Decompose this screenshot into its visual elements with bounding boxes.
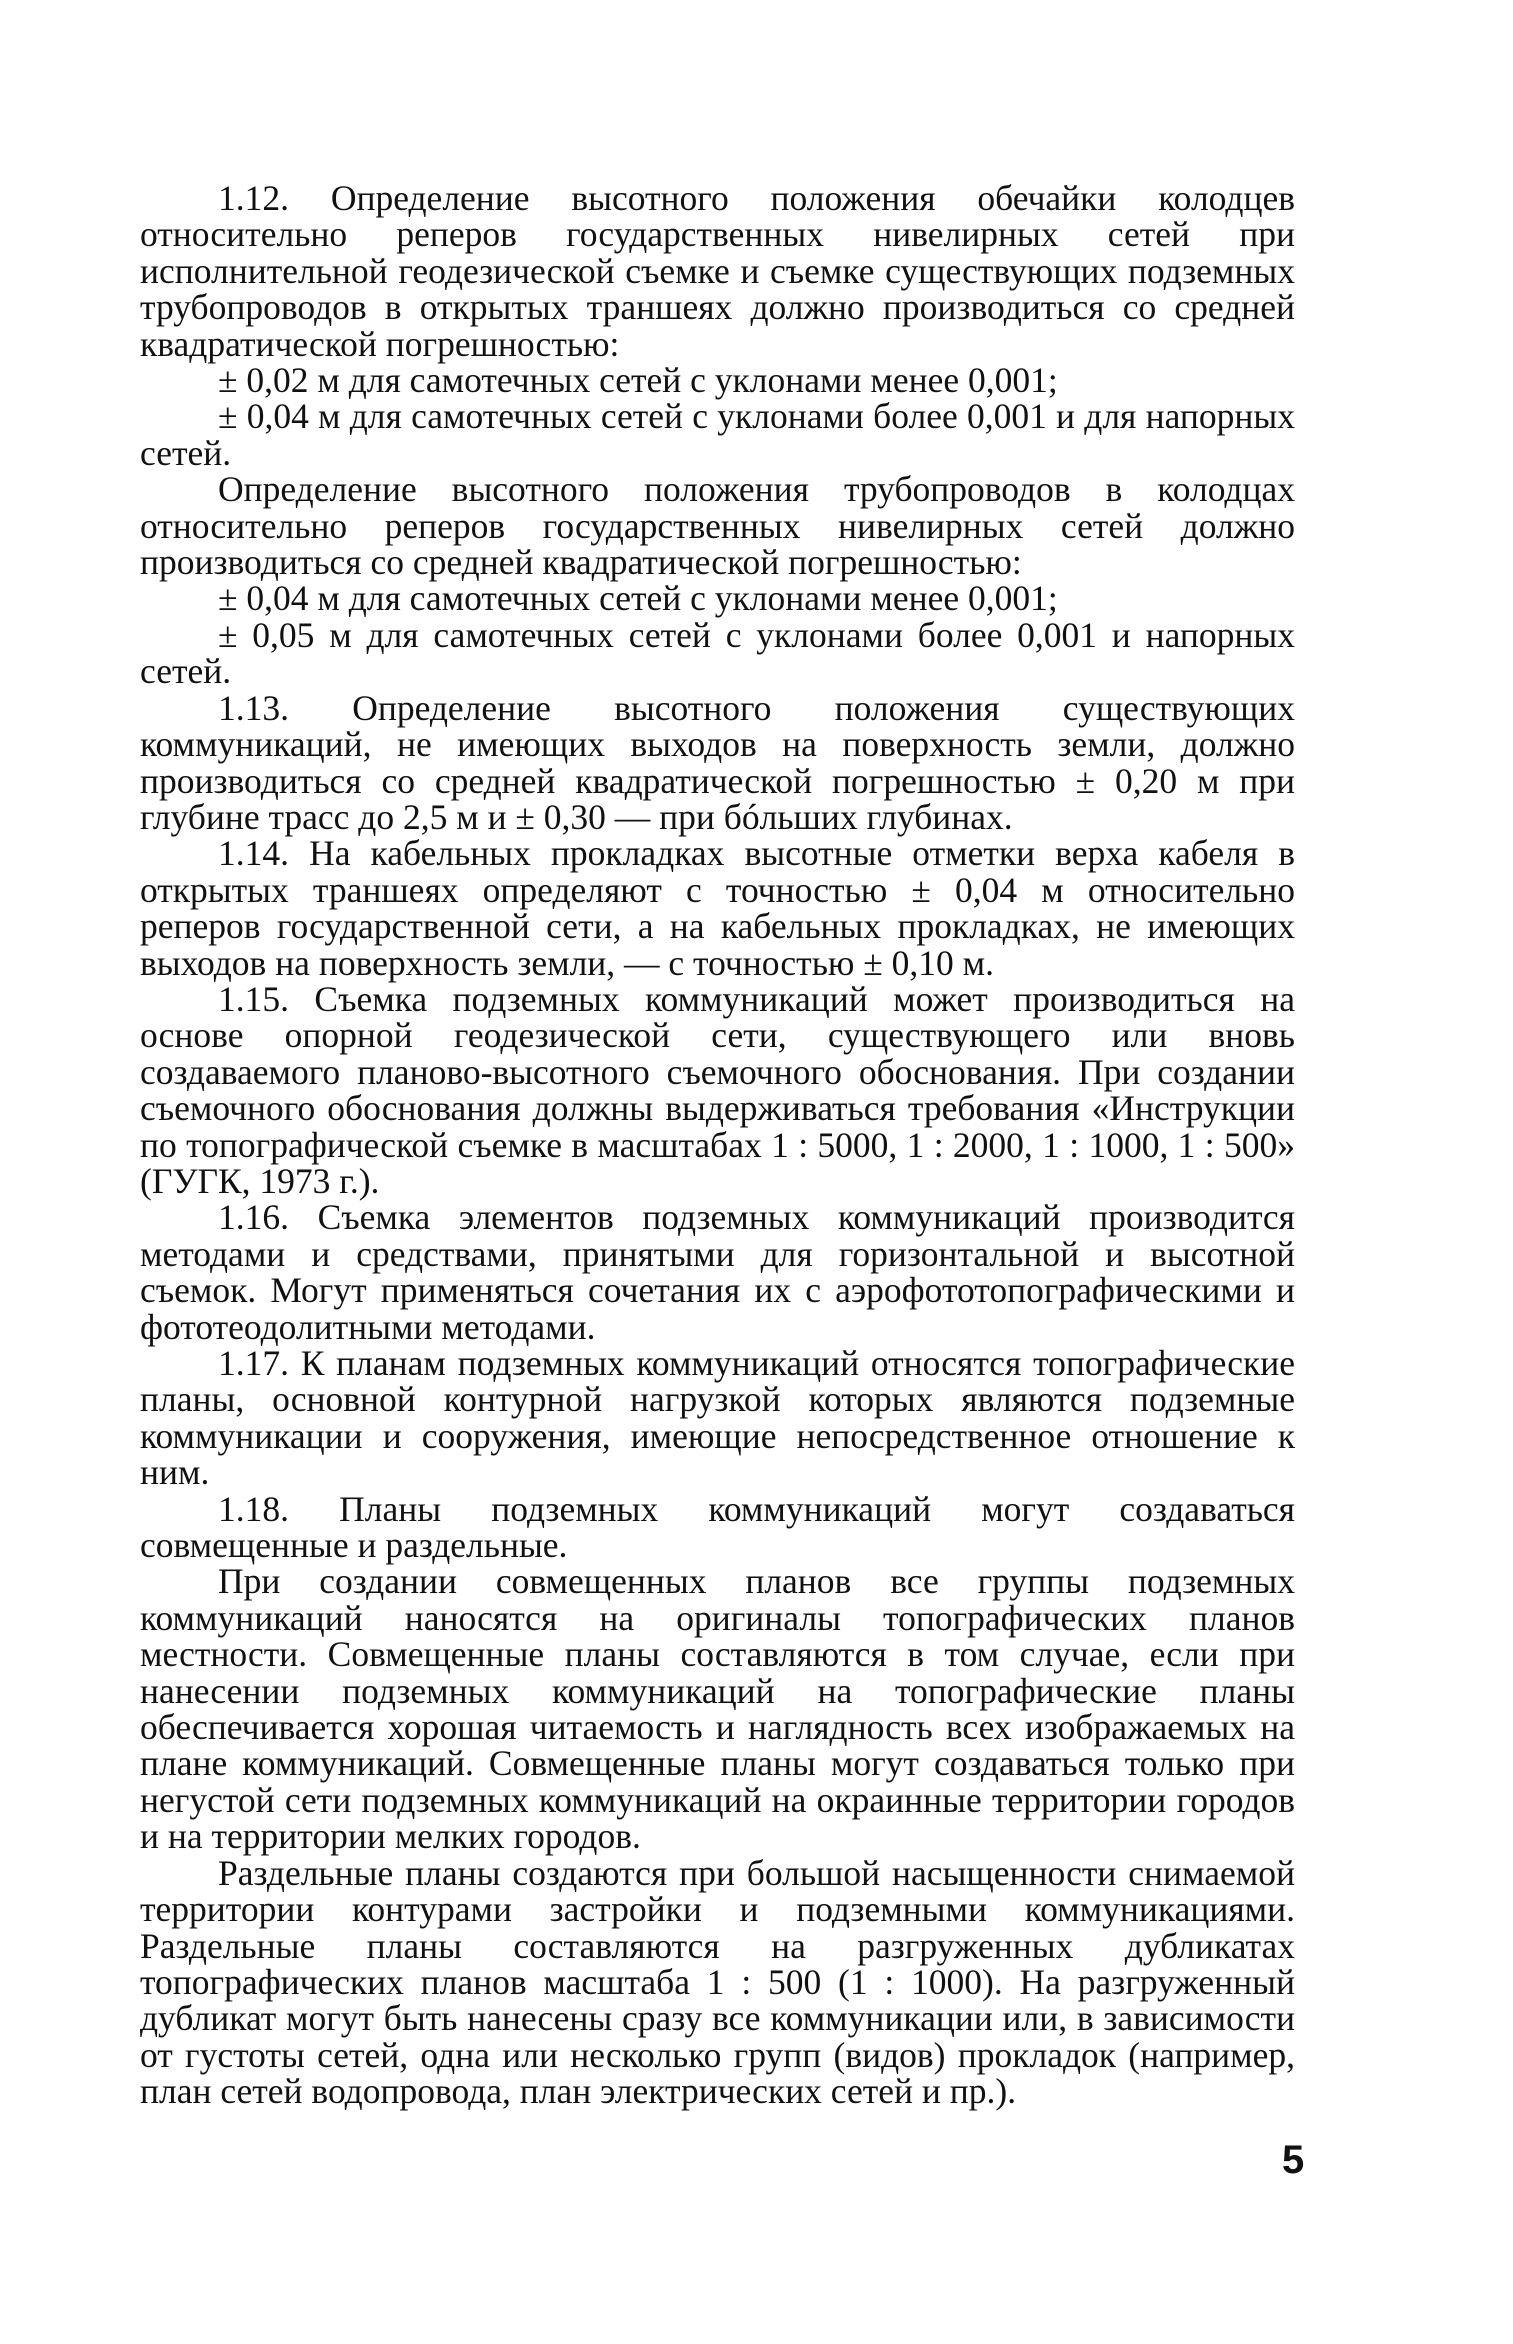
paragraph-1-16: 1.16. Съемка элементов подземных коммуникаций производится методами и средствами, принятыми для горизонтальной и высотной съемок. Могут применяться сочетания их с аэрофототопографическими и фототеодолитными методами. [140, 1197, 1295, 1347]
paragraph-pipes-in-wells: Определение высотного положения трубопроводов в колодцах относительно реперов государственных нивелирных сетей должно производиться со средней квадратической погрешностью: [140, 469, 1295, 583]
paragraph-1-15: 1.15. Съемка подземных коммуникаций может производиться на основе опорной геодезической сети, существующего или вновь создаваемого планово-высотного съемочного обоснования. При создании съемочного обоснования должны выдерживаться требования «Инструкции по топографической съемке в масштабах 1 : 5000, 1 : 2000, 1 : 1000, 1 : 500» (ГУГК, 1973 г.). [140, 978, 1295, 1201]
paragraph-1-12: 1.12. Определение высотного положения обечайки колодцев относительно реперов государственных нивелирных сетей при исполнительной геодезической съемке и съемке существующих подземных трубопроводов в открытых траншеях должно производиться со средней квадратической погрешностью: [140, 178, 1295, 364]
page-number: 5 [1282, 2138, 1305, 2182]
paragraph-combined-plans: При создании совмещенных планов все группы подземных коммуникаций наносятся на оригиналы топографических планов местности. Совмещенные планы составляются в том случае, если при нанесении подземных коммуникаций на топографические планы обеспечивается хорошая читаемость и наглядность всех изображаемых на плане коммуникаций. Совмещенные планы могут создаваться только при негустой сети подземных коммуникаций на окраинные территории городов и на территории мелких городов. [140, 1561, 1295, 1857]
page-text [140, 180, 1295, 2110]
tolerance-item: ± 0,05 м для самотечных сетей с уклонами более 0,001 и напорных сетей. [140, 614, 1295, 692]
tolerance-item: ± 0,04 м для самотечных сетей с уклонами более 0,001 и для напорных сетей. [140, 396, 1295, 473]
paragraph-1-14: 1.14. На кабельных прокладках высотные отметки верха кабеля в открытых траншеях определяют с точностью ± 0,04 м относительно реперов государственной сети, а на кабельных прокладках, не имеющих выходов на поверхность земли, — с точностью ± 0,10 м. [140, 833, 1295, 983]
paragraph-1-13: 1.13. Определение высотного положения существующих коммуникаций, не имеющих выходов на поверхность земли, должно производиться со средней квадратической погрешностью ± 0,20 м при глубине трасс до 2,5 м и ± 0,30 — при бóльших глубинах. [140, 687, 1295, 837]
tolerance-item: ± 0,02 м для самотечных сетей с уклонами менее 0,001; [218, 360, 1058, 401]
tolerance-item: ± 0,04 м для самотечных сетей с уклонами менее 0,001; [218, 578, 1058, 619]
paragraph-1-17: 1.17. К планам подземных коммуникаций относятся топографические планы, основной контурной нагрузкой которых являются подземные коммуникации и сооружения, имеющие непосредственное отношение к ним. [140, 1343, 1295, 1493]
paragraph-separate-plans: Раздельные планы создаются при большой насыщенности снимаемой территории контурами застройки и подземными коммуникациями. Раздельные планы составляются на разгруженных дубликатах топографических планов масштаба 1 : 500 (1 : 1000). На разгруженный дубликат могут быть нанесены сразу все коммуникации или, в зависимости от густоты сетей, одна или несколько групп (видов) прокладок (например, план сетей водопровода, план электрических сетей и пр.). [140, 1852, 1295, 2112]
paragraph-1-18: 1.18. Планы подземных коммуникаций могут создаваться совмещенные и раздельные. [140, 1488, 1295, 1566]
